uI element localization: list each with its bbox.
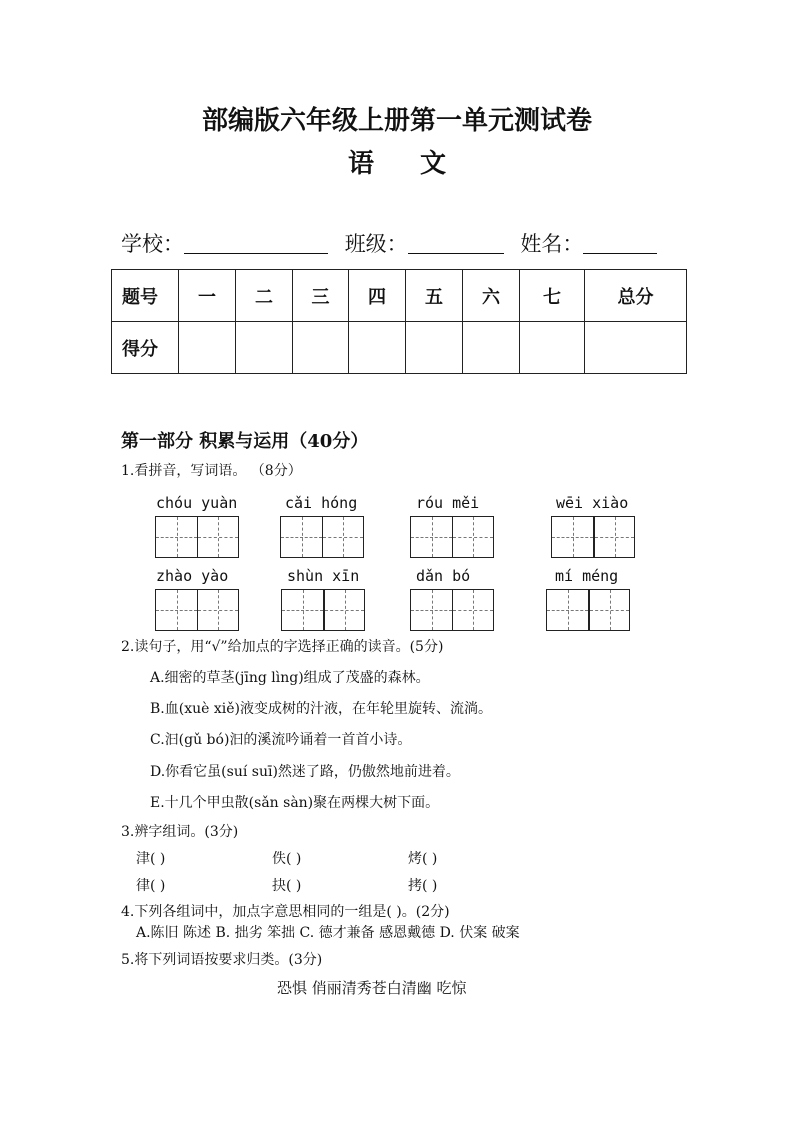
score-input-cell[interactable] xyxy=(406,322,463,374)
table-cell: 四 xyxy=(349,270,406,322)
score-input-cell[interactable] xyxy=(179,322,236,374)
writing-grid[interactable] xyxy=(551,516,635,558)
table-cell: 得分 xyxy=(112,322,179,374)
score-input-cell[interactable] xyxy=(520,322,585,374)
pinyin-label: mí méng xyxy=(555,567,619,585)
writing-grid[interactable] xyxy=(410,516,494,558)
option-a[interactable]: A.细密的草茎(jīng lìng)组成了茂盛的森林。 xyxy=(150,670,430,686)
question-4-options[interactable]: A.陈旧 陈述 B. 拙劣 笨拙 C. 德才兼备 感恩戴德 D. 伏案 破案 xyxy=(136,925,520,941)
table-cell: 一 xyxy=(179,270,236,322)
word-blank[interactable]: 抉( ) xyxy=(272,878,302,894)
writing-grid[interactable] xyxy=(546,589,630,631)
word-blank[interactable]: 津( ) xyxy=(136,851,166,867)
table-cell: 总分 xyxy=(585,270,687,322)
pinyin-label: dǎn bó xyxy=(416,567,471,585)
word-blank[interactable]: 拷( ) xyxy=(408,878,438,894)
score-input-cell[interactable] xyxy=(236,322,293,374)
word-blank[interactable]: 律( ) xyxy=(136,878,166,894)
option-b[interactable]: B.血(xuè xiě)液变成树的汁液，在年轮里旋转、流淌。 xyxy=(150,701,492,717)
school-blank xyxy=(184,233,328,254)
writing-grid[interactable] xyxy=(155,516,239,558)
table-cell: 三 xyxy=(293,270,349,322)
pinyin-label: cǎi hóng xyxy=(285,494,358,512)
class-blank xyxy=(408,233,504,254)
question-5: 5.将下列词语按要求归类。(3分) xyxy=(121,952,323,968)
student-info-row xyxy=(121,228,657,258)
table-cell: 七 xyxy=(520,270,585,322)
word-blank[interactable]: 佚( ) xyxy=(272,851,302,867)
pinyin-label: shùn xīn xyxy=(287,567,360,585)
score-input-cell[interactable] xyxy=(293,322,349,374)
table-cell: 题号 xyxy=(112,270,179,322)
option-c[interactable]: C.汩(gǔ bó)汩的溪流吟诵着一首首小诗。 xyxy=(150,732,412,748)
score-input-cell[interactable] xyxy=(463,322,520,374)
class-label: 班级： xyxy=(344,232,408,256)
writing-grid[interactable] xyxy=(155,589,239,631)
option-e[interactable]: E.十几个甲虫散(sǎn sàn)聚在两棵大树下面。 xyxy=(150,795,440,811)
section-title: 第一部分 积累与运用（40分） xyxy=(121,431,369,452)
pinyin-label: zhào yào xyxy=(156,567,229,585)
score-input-cell[interactable] xyxy=(585,322,687,374)
question-1: 1.看拼音，写词语。 （8分） xyxy=(121,463,302,479)
pinyin-label: chóu yuàn xyxy=(156,494,238,512)
writing-grid[interactable] xyxy=(281,589,365,631)
table-cell: 六 xyxy=(463,270,520,322)
option-d[interactable]: D.你看它虽(suí suī)然迷了路，仍傲然地前进着。 xyxy=(150,764,460,780)
question-4: 4.下列各组词中，加点字意思相同的一组是( )。(2分) xyxy=(121,904,450,920)
school-label: 学校： xyxy=(121,232,184,256)
page-title: 部编版六年级上册第一单元测试卷 xyxy=(201,106,592,136)
writing-grid[interactable] xyxy=(410,589,494,631)
name-label: 姓名： xyxy=(520,232,584,256)
score-header-row xyxy=(112,270,687,322)
subject-title: 语文 xyxy=(347,149,492,179)
score-input-cell[interactable] xyxy=(349,322,406,374)
pinyin-label: róu měi xyxy=(416,494,480,512)
score-table xyxy=(111,269,687,374)
writing-grid[interactable] xyxy=(280,516,364,558)
score-value-row xyxy=(112,322,687,374)
word-blank[interactable]: 烤( ) xyxy=(408,851,438,867)
pinyin-label: wēi xiào xyxy=(556,494,629,512)
table-cell: 二 xyxy=(236,270,293,322)
question-3: 3.辨字组词。(3分) xyxy=(121,824,239,840)
word-list-text: 恐惧 俏丽清秀苍白清幽 吃惊 xyxy=(277,979,467,997)
table-cell: 五 xyxy=(406,270,463,322)
name-blank xyxy=(583,233,657,254)
question-2: 2.读句子，用“√”给加点的字选择正确的读音。(5分) xyxy=(121,639,444,655)
